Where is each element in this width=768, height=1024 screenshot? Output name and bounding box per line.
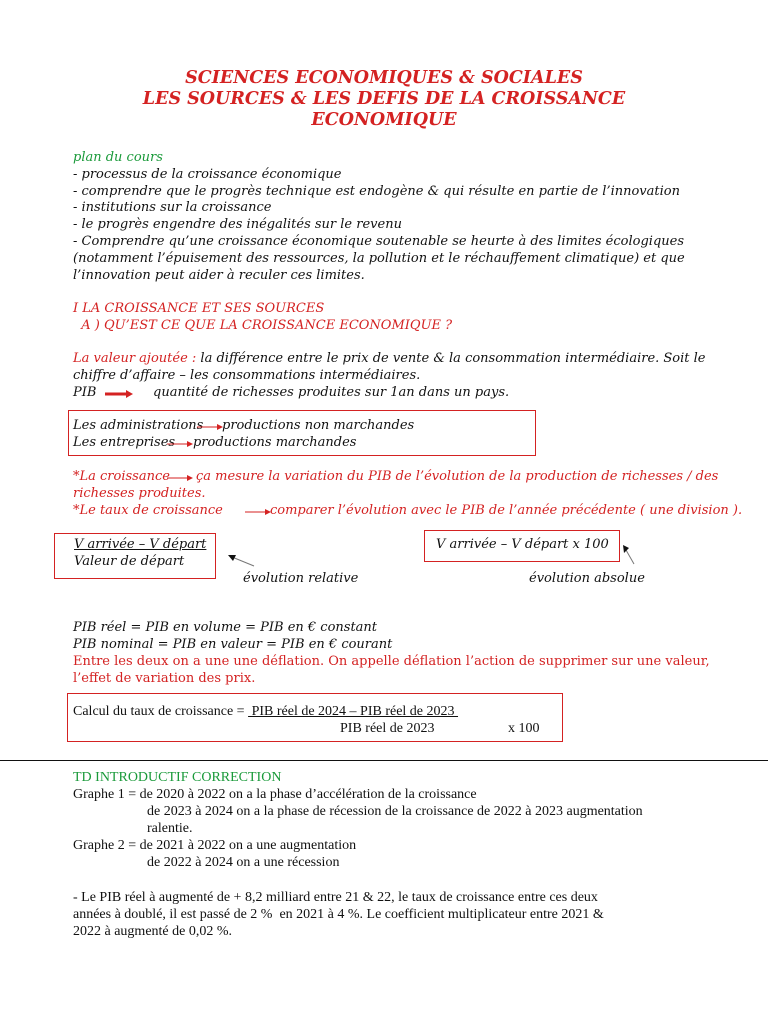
pib-reel-def: PIB réel = PIB en volume = PIB en € constant — [73, 620, 378, 635]
absolute-formula: V arrivée – V départ x 100 — [436, 537, 609, 552]
deflation-text: Entre les deux on a une une déflation. On appelle déflation l’action de supprimer sur une valeur, — [73, 654, 710, 669]
plan-item: - comprendre que le progrès technique est endogène & qui résulte en partie de l’innovation — [73, 184, 680, 199]
entreprises-text: productions marchandes — [193, 435, 357, 450]
relative-denominator: Valeur de départ — [74, 554, 185, 569]
section-heading: I LA CROISSANCE ET SES SOURCES — [73, 301, 325, 316]
valeur-ajoutee-text: la différence entre le prix de vente & la consommation intermédiaire. Soit le — [196, 351, 706, 366]
arrow-left-icon — [226, 552, 256, 568]
calcul-times: x 100 — [508, 721, 540, 736]
valeur-ajoutee-line-1 — [73, 350, 706, 367]
arrow-up-icon — [620, 542, 638, 566]
relative-caption: évolution relative — [243, 571, 359, 586]
section-subheading: A ) QU’EST CE QUE LA CROISSANCE ECONOMIQUE ? — [73, 318, 453, 333]
graphe1-line-3: ralentie. — [147, 821, 193, 836]
graphe1-line: Graphe 1 = de 2020 à 2022 on a la phase d’accélération de la croissance — [73, 787, 477, 802]
taux-text: comparer l’évolution avec le PIB de l’année précédente ( une division ). — [270, 503, 743, 518]
arrow-right-icon — [166, 440, 194, 448]
croissance-text-2: richesses produites. — [73, 486, 206, 501]
relative-numerator: V arrivée – V départ — [74, 537, 207, 552]
admin-label: Les administrations — [73, 418, 204, 433]
entreprises-label: Les entreprises — [73, 435, 176, 450]
arrow-right-icon — [244, 508, 272, 516]
taux-label: *Le taux de croissance — [73, 503, 223, 518]
plan-item: (notamment l’épuisement des ressources, la pollution et le réchauffement climatique) et que — [73, 251, 685, 266]
graphe1-line-2: de 2023 à 2024 on a la phase de récession de la croissance de 2022 à 2023 augmentation — [147, 804, 643, 819]
calcul-line — [73, 703, 458, 720]
plan-item: - institutions sur la croissance — [73, 200, 272, 215]
calcul-denominator: PIB réel de 2023 — [340, 721, 435, 736]
absolute-caption: évolution absolue — [529, 571, 645, 586]
title-line-3: ECONOMIQUE — [311, 110, 457, 130]
graphe2-line-2: de 2022 à 2024 on a une récession — [147, 855, 340, 870]
calcul-label: Calcul du taux de croissance = — [73, 704, 249, 719]
plan-item: - le progrès engendre des inégalités sur le revenu — [73, 217, 402, 232]
conclusion-line-1: - Le PIB réel à augmenté de + 8,2 milliard entre 21 & 22, le taux de croissance entre ces deux — [73, 890, 598, 905]
valeur-ajoutee-line-2: chiffre d’affaire – les consommations intermédiaires. — [73, 368, 421, 383]
valeur-ajoutee-label: La valeur ajoutée : — [73, 351, 197, 366]
divider — [0, 760, 768, 761]
pib-text: quantité de richesses produites sur 1an dans un pays. — [153, 385, 510, 400]
conclusion-line-3: 2022 à augmenté de 0,02 %. — [73, 924, 233, 939]
title-line-1: SCIENCES ECONOMIQUES & SOCIALES — [185, 68, 583, 88]
plan-item: - Comprendre qu’une croissance économique soutenable se heurte à des limites écologiques — [73, 234, 685, 249]
croissance-text: ça mesure la variation du PIB de l’évolution de la production de richesses / des — [196, 469, 719, 484]
pib-label: PIB — [73, 385, 97, 400]
conclusion-line-2: années à doublé, il est passé de 2 % en 2021 à 4 %. Le coefficient multiplicateur entre 2021 & — [73, 907, 604, 922]
pib-nominal-def: PIB nominal = PIB en valeur = PIB en € courant — [73, 637, 393, 652]
plan-item: l’innovation peut aider à reculer ces limites. — [73, 268, 365, 283]
arrow-right-icon — [196, 423, 224, 431]
plan-item: - processus de la croissance économique — [73, 167, 342, 182]
arrow-right-icon — [104, 389, 134, 399]
croissance-label: *La croissance — [73, 469, 170, 484]
arrow-right-icon — [166, 474, 194, 482]
title-line-2: LES SOURCES & LES DEFIS DE LA CROISSANCE — [142, 89, 626, 109]
td-heading: TD INTRODUCTIF CORRECTION — [73, 770, 282, 785]
graphe2-line: Graphe 2 = de 2021 à 2022 on a une augmentation — [73, 838, 357, 853]
plan-heading: plan du cours — [73, 150, 163, 165]
calcul-numerator: PIB réel de 2024 – PIB réel de 2023 — [248, 704, 459, 719]
admin-text: productions non marchandes — [222, 418, 415, 433]
deflation-text-2: l’effet de variation des prix. — [73, 671, 256, 686]
